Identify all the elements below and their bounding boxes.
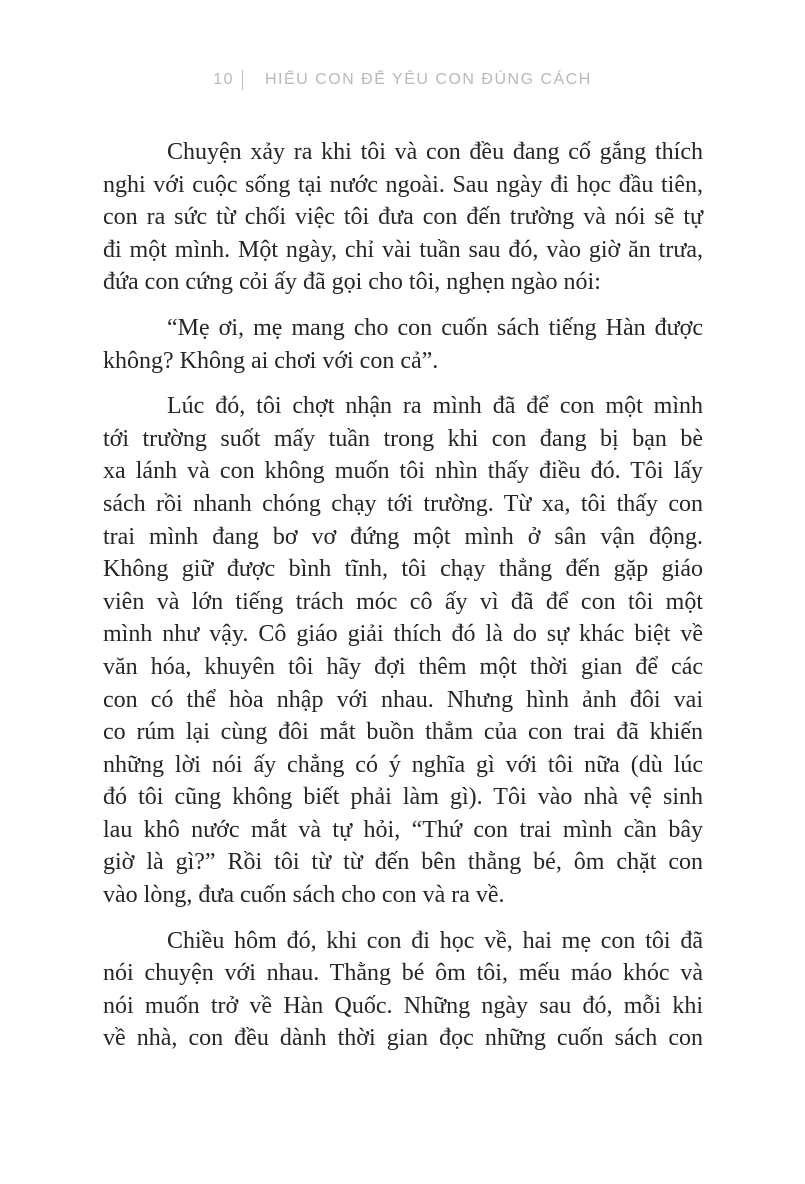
text-line: giờ là gì?” Rồi tôi từ từ đến bên thằng bé, ôm chặt con (103, 849, 703, 876)
running-header (0, 70, 805, 90)
text-line: đó tôi cũng không biết phải làm gì). Tôi vào nhà vệ sinh (103, 784, 703, 811)
text-line: Lúc đó, tôi chợt nhận ra mình đã để con một mình (167, 393, 703, 420)
text-line: vào lòng, đưa cuốn sách cho con và ra về. (103, 882, 505, 909)
text-line: trai mình đang bơ vơ đứng một mình ở sân vận động. (103, 523, 703, 550)
paragraph (103, 312, 703, 377)
text-line: đi một mình. Một ngày, chỉ vài tuần sau đó, vào giờ ăn trưa, (103, 236, 703, 263)
running-title: HIỂU CON ĐỂ YÊU CON ĐÚNG CÁCH (265, 71, 592, 88)
text-line: con có thể hòa nhập với nhau. Nhưng hình ảnh đôi vai (103, 686, 703, 713)
text-line: nói muốn trở về Hàn Quốc. Những ngày sau đó, mỗi khi (103, 992, 703, 1019)
text-line: văn hóa, khuyên tôi hãy đợi thêm một thời gian để các (103, 653, 703, 680)
text-line: tới trường suốt mấy tuần trong khi con đang bị bạn bè (103, 425, 703, 452)
text-line: sách rồi nhanh chóng chạy tới trường. Từ xa, tôi thấy con (103, 490, 703, 517)
text-line: nói chuyện với nhau. Thằng bé ôm tôi, mếu máo khóc và (103, 960, 703, 987)
text-line: con ra sức từ chối việc tôi đưa con đến trường và nói sẽ tự (103, 204, 703, 231)
page-number: 10 (213, 71, 234, 88)
text-block (103, 136, 703, 1055)
header-divider (242, 70, 243, 90)
text-line: Chiều hôm đó, khi con đi học về, hai mẹ con tôi đã (167, 927, 703, 954)
text-line: nghi với cuộc sống tại nước ngoài. Sau ngày đi học đầu tiên, (103, 171, 703, 198)
text-line: xa lánh và con không muốn tôi nhìn thấy điều đó. Tôi lấy (103, 458, 703, 485)
paragraph (103, 136, 703, 299)
text-line: mình như vậy. Cô giáo giải thích đó là do sự khác biệt về (103, 621, 703, 648)
text-line: đứa con cứng cỏi ấy đã gọi cho tôi, nghẹn ngào nói: (103, 269, 601, 296)
text-line: Chuyện xảy ra khi tôi và con đều đang cố gắng thích (167, 139, 703, 165)
paragraph (103, 390, 703, 912)
text-line: “Mẹ ơi, mẹ mang cho con cuốn sách tiếng Hàn được (167, 314, 703, 341)
paragraph (103, 925, 703, 1055)
text-line: viên và lớn tiếng trách móc cô ấy vì đã để con tôi một (103, 588, 703, 615)
text-line: những lời nói ấy chẳng có ý nghĩa gì với tôi nữa (dù lúc (103, 751, 703, 778)
text-line: về nhà, con đều dành thời gian đọc những cuốn sách con (103, 1025, 703, 1052)
text-line: lau khô nước mắt và tự hỏi, “Thứ con trai mình cần bây (103, 816, 703, 843)
text-line: Không giữ được bình tĩnh, tôi chạy thẳng đến gặp giáo (103, 556, 703, 583)
text-line: không? Không ai chơi với con cả”. (103, 347, 439, 374)
text-line: co rúm lại cùng đôi mắt buồn thẳm của con trai đã khiến (103, 719, 703, 746)
